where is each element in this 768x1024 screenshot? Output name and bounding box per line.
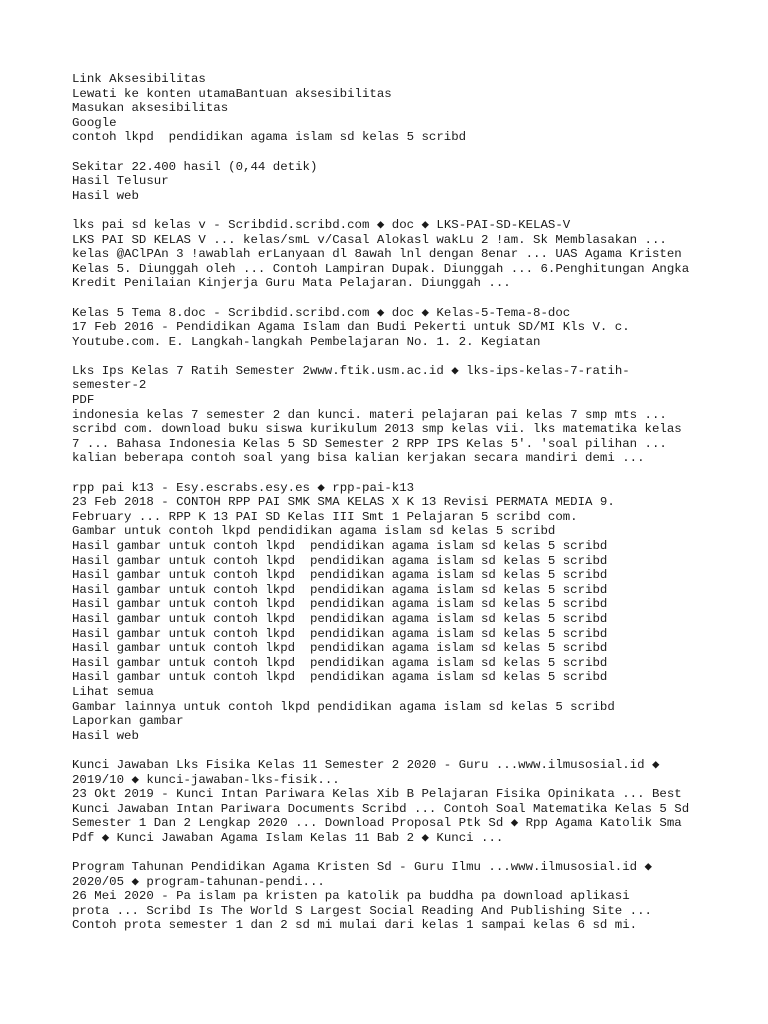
image-results-heading: Gambar untuk contoh lkpd pendidikan agama islam sd kelas 5 scribd (72, 524, 556, 539)
spacer (72, 845, 712, 860)
result-snippet-line: scribd com. download buku siswa kurikulum 2013 smp kelas vii. lks matematika kelas (72, 422, 682, 437)
result-snippet-line: Youtube.com. E. Langkah-langkah Pembelajaran No. 1. 2. Kegiatan (72, 334, 541, 349)
accessibility-link[interactable]: Link Aksesibilitas (72, 72, 206, 86)
image-result-item[interactable]: Hasil gambar untuk contoh lkpd pendidikan agama islam sd kelas 5 scribd (72, 641, 608, 656)
search-result (72, 218, 712, 291)
see-all-link[interactable]: Lihat semua (72, 684, 154, 699)
result-snippet-line: kelas @AClPAn 3 !awablah erLanyaan dl 8awah lnl dengan 8enar ... UAS Agama Kristen (72, 247, 682, 262)
result-title-link-continued[interactable]: 2020/05 ◆ program-tahunan-pendi... (72, 874, 325, 889)
spacer (72, 743, 712, 758)
spacer (72, 291, 712, 306)
search-result (72, 758, 712, 846)
document-page (72, 72, 712, 933)
result-snippet-line: 23 Feb 2018 - CONTOH RPP PAI SMK SMA KELAS X K 13 Revisi PERMATA MEDIA 9. (72, 495, 615, 510)
result-snippet-line: 17 Feb 2016 - Pendidikan Agama Islam dan Budi Pekerti untuk SD/MI Kls V. c. (72, 320, 630, 335)
search-results-heading: Hasil Telusur (72, 174, 169, 189)
image-result-item[interactable]: Hasil gambar untuk contoh lkpd pendidikan agama islam sd kelas 5 scribd (72, 611, 608, 626)
result-snippet-line: February ... RPP K 13 PAI SD Kelas III Smt 1 Pelajaran 5 scribd com. (72, 509, 578, 524)
image-result-item[interactable]: Hasil gambar untuk contoh lkpd pendidikan agama islam sd kelas 5 scribd (72, 582, 608, 597)
result-title-link-continued[interactable]: semester-2 (72, 378, 147, 393)
result-snippet-line: indonesia kelas 7 semester 2 dan kunci. materi pelajaran pai kelas 7 smp mts ... (72, 407, 667, 422)
web-results-heading: Hasil web (72, 728, 139, 743)
result-snippet-line: Kelas 5. Diunggah oleh ... Contoh Lampiran Dupak. Diunggah ... 6.Penghitungan Angka (72, 261, 690, 276)
result-title-link[interactable]: rpp pai k13 - Esy.escrabs.esy.es ◆ rpp-pai-k13 (72, 480, 415, 495)
image-result-item[interactable]: Hasil gambar untuk contoh lkpd pendidikan agama islam sd kelas 5 scribd (72, 655, 608, 670)
result-snippet-line: prota ... Scribd Is The World S Largest Social Reading And Publishing Site ... (72, 903, 652, 918)
stats-block (72, 160, 712, 204)
result-snippet-line: Semester 1 Dan 2 Lengkap 2020 ... Download Proposal Ptk Sd ◆ Rpp Agama Katolik Sma (72, 816, 682, 831)
result-snippet-line: Contoh prota semester 1 dan 2 sd mi mulai dari kelas 1 sampai kelas 6 sd mi. (72, 918, 638, 933)
image-result-item[interactable]: Hasil gambar untuk contoh lkpd pendidikan agama islam sd kelas 5 scribd (72, 626, 608, 641)
more-images-link[interactable]: Gambar lainnya untuk contoh lkpd pendidikan agama islam sd kelas 5 scribd (72, 699, 615, 714)
result-snippet-line: LKS PAI SD KELAS V ... kelas/smL v/Casal Alokasl wakLu 2 !am. Sk Memblasakan ... (72, 232, 667, 247)
result-snippet-line: kalian beberapa contoh soal yang bisa kalian kerjakan secara mandiri demi ... (72, 451, 645, 466)
web-results-heading: Hasil web (72, 188, 139, 203)
result-title-link[interactable]: Lks Ips Kelas 7 Ratih Semester 2www.ftik.usm.ac.id ◆ lks-ips-kelas-7-ratih- (72, 363, 630, 378)
result-snippet-line: 26 Mei 2020 - Pa islam pa kristen pa katolik pa buddha pa download aplikasi (72, 889, 630, 904)
report-images-link[interactable]: Laporkan gambar (72, 714, 184, 729)
image-result-item[interactable]: Hasil gambar untuk contoh lkpd pendidikan agama islam sd kelas 5 scribd (72, 539, 608, 553)
header-block (72, 72, 712, 145)
file-type-label: PDF (72, 393, 95, 408)
image-result-item[interactable]: Hasil gambar untuk contoh lkpd pendidikan agama islam sd kelas 5 scribd (72, 670, 608, 685)
search-result (72, 306, 712, 350)
spacer (72, 203, 712, 218)
result-snippet-line: 23 Okt 2019 - Kunci Intan Pariwara Kelas Xib B Pelajaran Fisika Opinikata ... Best (72, 787, 682, 802)
image-result-item[interactable]: Hasil gambar untuk contoh lkpd pendidikan agama islam sd kelas 5 scribd (72, 568, 608, 583)
result-title-link[interactable]: Program Tahunan Pendidikan Agama Kristen Sd - Guru Ilmu ...www.ilmusosial.id ◆ (72, 860, 653, 875)
result-title-link[interactable]: lks pai sd kelas v - Scribdid.scribd.com ◆ doc ◆ LKS-PAI-SD-KELAS-V (72, 217, 571, 232)
spacer (72, 466, 712, 481)
result-snippet-line: Kredit Penilaian Kinjerja Guru Mata Pelajaran. Diunggah ... (72, 276, 511, 291)
result-snippet-line: Kunci Jawaban Intan Pariwara Documents Scribd ... Contoh Soal Matematika Kelas 5 Sd (72, 801, 690, 816)
search-result (72, 364, 712, 466)
search-result (72, 481, 712, 744)
accessibility-feedback-link[interactable]: Masukan aksesibilitas (72, 101, 229, 116)
search-query-text: contoh lkpd pendidikan agama islam sd kelas 5 scribd (72, 130, 467, 145)
result-title-link-continued[interactable]: 2019/10 ◆ kunci-jawaban-lks-fisik... (72, 772, 340, 787)
spacer (72, 145, 712, 160)
result-snippet-line: Pdf ◆ Kunci Jawaban Agama Islam Kelas 11 Bab 2 ◆ Kunci ... (72, 830, 504, 845)
google-label: Google (72, 115, 117, 130)
image-result-item[interactable]: Hasil gambar untuk contoh lkpd pendidikan agama islam sd kelas 5 scribd (72, 597, 608, 612)
search-result (72, 860, 712, 933)
spacer (72, 349, 712, 364)
skip-to-content-link[interactable]: Lewati ke konten utamaBantuan aksesibilitas (72, 86, 392, 101)
result-count-text: Sekitar 22.400 hasil (0,44 detik) (72, 159, 318, 174)
image-result-item[interactable]: Hasil gambar untuk contoh lkpd pendidikan agama islam sd kelas 5 scribd (72, 553, 608, 568)
result-snippet-line: 7 ... Bahasa Indonesia Kelas 5 SD Semester 2 RPP IPS Kelas 5'. 'soal pilihan ... (72, 436, 667, 451)
result-title-link[interactable]: Kelas 5 Tema 8.doc - Scribdid.scribd.com ◆ doc ◆ Kelas-5-Tema-8-doc (72, 305, 571, 320)
result-title-link[interactable]: Kunci Jawaban Lks Fisika Kelas 11 Semester 2 2020 - Guru ...www.ilmusosial.id ◆ (72, 757, 660, 772)
